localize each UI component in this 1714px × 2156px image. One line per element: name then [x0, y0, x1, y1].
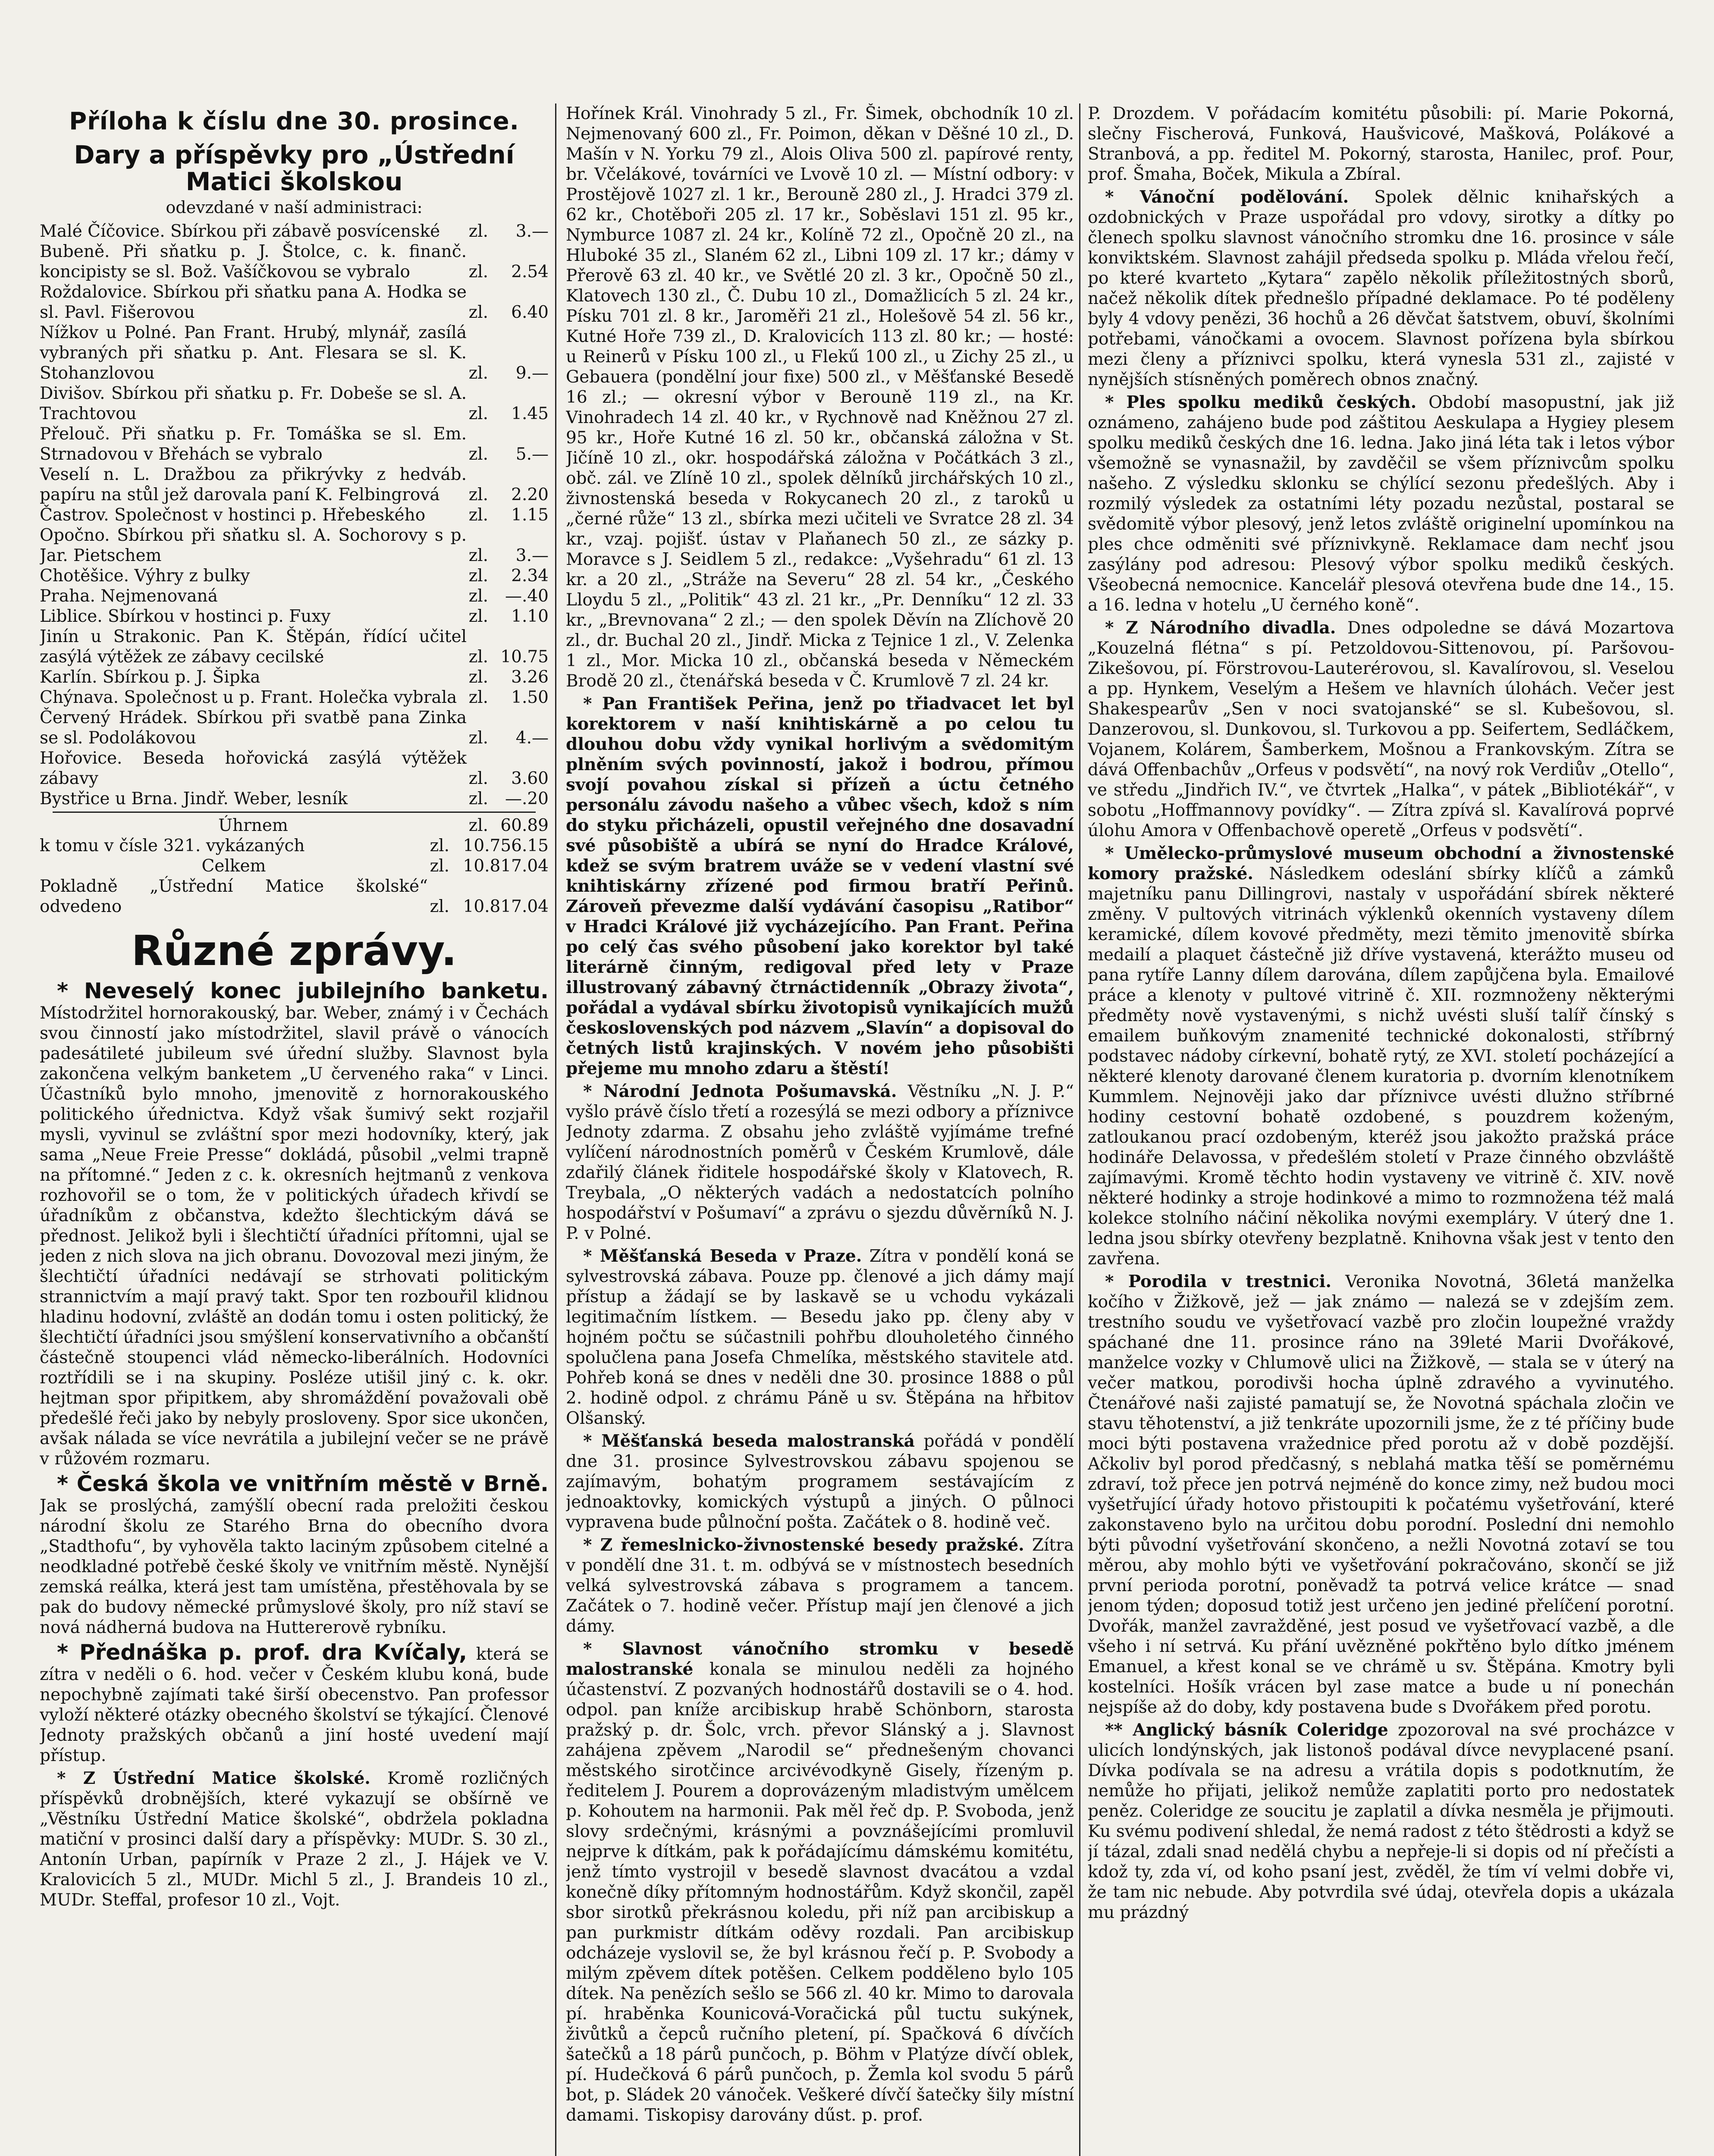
summary-row: Celkem zl. 10.817.04: [201, 856, 549, 876]
article-body: Jak se proslýchá, zamýšlí obecní rada preložiti českou národní školu ze Starého Brna do obecního dvora „Stadthofu“, by vyhověla takto laciným způsobem citelné a neodkladné potřebě české školy ve vnitřním městě. Nynější zemská reálka, která jest tam umístěna, přestěhovala by se pak do budovy německé průmyslové školy, pro níž staví se nová nádherná budova na Huttererově rybníku.: [40, 1496, 549, 1637]
article: [566, 1081, 1074, 1244]
summary-row: Pokladně „Ústřední Matice školské“ odvedeno zl. 10.817.04: [40, 877, 549, 916]
donation-row: Jinín u Strakonic. Pan K. Štěpán, řídící učitel zasýlá výtěžek ze zábavy cecilské zl. 10.75: [40, 627, 549, 667]
article-headline: * Přednáška p. prof. dra Kvíčaly,: [57, 1640, 467, 1665]
donation-row: Roždalovice. Sbírkou při sňatku pana A. Hodka se sl. Pavl. Fišerovou zl. 6.40: [40, 282, 549, 322]
article: [566, 694, 1074, 1079]
donation-summary: [40, 815, 549, 917]
article: [1088, 1720, 1674, 1923]
article-headline: * Česká škola ve vnitřním městě v Brně.: [57, 1471, 549, 1496]
article: [1088, 103, 1674, 185]
article-body: Veronika Novotná, 36letá manželka kočího v Žižkově, jež — jak známo — nalezá se v zdejším zem. trestního soudu ve vyšetřovací vazbě pro zločin loupežné vraždy spáchané dne 11. prosince ráno na 39leté Marii Dvořákové, manželce vozky v Chlumově ulici na Žižkově, — stala se v úterý na večer matkou, porodivši hocha úplně zdravého a vyvinutého. Čtenářové naši zajisté pamatují se, že Novotná spáchala zločin ve stavu těhotenství, a již tenkráte upozornili jsme, že z té příčiny bude moci býti postavena vražednice před porotu až v době pozdější. Ačkoliv byl porod předčasný, s neblahá matka těší se poměrnému zdraví, tož přece jen potrvá nejméně do konce zimy, než budou moci vyšetřující úřady hotovo přistoupiti k počatému vyšetřování, které zakonstaveno bylo na určitou dobu porodní. Poslední dni nemohlo býti původní vyšetřování skončeno, a nežli Novotná zotaví se tou měrou, aby mohlo býti ve vyšetřování pokračováno, skončí se již první perioda porotní, poněvadž ta potrvá velice krátce — snad jenom týden; doposud totiž jest určeno jen jediné přelíčení porotní. Dvořák, manžel zavražděné, jest posud ve vyšetřovací vazbě, a dle všeho i ní setrvá. Ku přání uvězněné pokřtěno bylo dítko jménem Emanuel, a křest konal se ve chrámě u sv. Štěpána. Kmotry byli kostelníci. Hošík vrácen byl zase matce a bude u ní ponechán nejspíše až do doby, kdy postavena bude s Dvořákem před porotu.: [1088, 1272, 1674, 1717]
article: [566, 1639, 1074, 2125]
article-headline: * Vánoční podělování.: [1105, 187, 1349, 207]
article-body: Kromě rozličných příspěvků drobnějších, které vykazují se obšírně ve „Věstníku Ústřední Matice školské“, obdržela pokladna matiční v prosinci další dary a příspěvky: MUDr. S. 30 zl., Antonín Urban, papírník v Praze 2 zl., J. Hájek ve V. Kralovicích 5 zl., MUDr. Michl 5 zl., J. Brandeis 10 zl., MUDr. Steffal, profesor 10 zl., Vojt.: [40, 1769, 549, 1910]
section-title: Různé zprávy.: [131, 927, 457, 975]
article-headline: * Národní Jednota Pošumavská.: [583, 1081, 897, 1101]
donation-row: Chotěšice. Výhry z bulky zl. 2.34: [40, 566, 549, 586]
donation-row: Liblice. Sbírkou v hostinci p. Fuxy zl. 1.10: [40, 607, 549, 626]
donation-row: Malé Číčovice. Sbírkou při zábavě posvícenské zl. 3.—: [40, 222, 549, 241]
article-body: zpozoroval na své procházce v ulicích londýnských, jak listonoš podával dívce nevyplacené psaní. Dívka podívala se na adresu a vrátila dopis s podotknutím, že nemůže ho přijati, jelikož nemůže zaplatiti porto pro nedostatek peněz. Coleridge ze soucitu je zaplatil a dívka nesměla je přijmouti. Ku svému podivení shledal, že nemá radost z této štědrosti a když se jí tázal, zdali snad nedělá chybu a nepřeje-li si dopis od ní přečísti a kdož ty, zda ví, od koho psaní jest, zvěděl, že tím ví velmi dobře vi, že tam nic nebude. Aby potvrdila své údaj, otevřela dopis a ukázala mu prázdný: [1088, 1720, 1674, 1922]
summary-row: k tomu v čísle 321. vykázaných zl. 10.756.15: [40, 836, 549, 856]
article-body: Místodržitel hornorakouský, bar. Weber, známý i v Čechách svou činností jako místodržitel, slavil právě o vánocích padesátileté jubileum své úřední služby. Slavnost byla zakončena velkým banketem „U červeného raka“ v Linci. Účastníků bylo mnoho, jmenovitě z hornorakouského politického úřednictva. Když však šumivý sekt rozjařil mysli, vyvinul se zvláštní spor mezi hodovníky, který, jak sama „Neue Freie Presse“ dokládá, působil „velmi trapně na přítomné.“ Jeden z c. k. okresních hejtmanů z venkova rozhovořil se o tom, že v politických úřadech křivdí se úřadníkům z občanstva, kdežto šlechtickým dává se přednost. Jelikož byli i šlechtičtí úřadníci přítomni, ujal se jeden z nich slova na jich obranu. Dovozoval mezi jiným, že šlechtičtí úřadníci nedávají se strhovati politickým strannictvím a mají pravý takt. Spor ten rozbouřil klidnou hladinu hodovní, zvláště an dodán tomu i osten politický, že šlechtičtí úřadníci jsou smýšlení konservativního a občanští částečně stoupenci vlád německo-liberálních. Hodovníci roztřídili se i na skupiny. Posléze utišil jiný c. k. okr. hejtman spor připitkem, aby shromáždění považovali obě předešlé řeči jako by nebyly prosloveny. Spor sice ukončen, avšak nálada se více nevrátila a jubilejní večer se ne právě v růžovém rozmaru.: [40, 1003, 549, 1469]
article-body: pořádá v pondělí dne 31. prosince Sylvestrovskou zábavu spojenou se zajímavým, bohatým programem sestávajícím z jednoaktovky, komických výstupů a jiných. O půlnoci vypravena bude půlnoční pošta. Začátek o 8. hodině več.: [566, 1432, 1074, 1532]
article-headline: ** Anglický básník Coleridge: [1105, 1720, 1388, 1740]
article-body: P. Drozdem. V pořádacím komitétu působili: pí. Marie Pokorná, slečny Fischerová, Funková, Haušvicové, Mašková, Polákové a Stranbová, a pp. ředitel M. Pokorný, starosta, Hanilec, prof. Pour, prof. Šmaha, Boček, Mikula a Zbíral.: [1088, 104, 1674, 184]
article-headline: * Porodila v trestnici.: [1105, 1272, 1331, 1291]
donation-row: Přelouč. Při sňatku p. Fr. Tomáška se sl. Em. Strnadovou v Břehách se vybralo zl. 5.—: [40, 424, 549, 464]
article: [40, 1472, 549, 1638]
article: [566, 1431, 1074, 1532]
donation-row: Praha. Nejmenovaná zl. —.40: [40, 586, 549, 606]
article-headline: * Z Národního divadla.: [1105, 618, 1336, 638]
article-headline: * Ples spolku mediků českých.: [1105, 392, 1417, 412]
article-headline: * Slavnost vánočního stromku v besedě malostranské: [566, 1639, 1074, 1679]
donations-title: Dary a příspěvky pro „Ústřední Matici školskou: [74, 140, 515, 196]
article-body: konala se minulou neděli za hojného účastenství. Z pozvaných hodnostářů dostavili se o 4. hod. odpol. pan kníže arcibiskup hrabě Schönborn, starosta pražský p. dr. Šolc, vrch. převor Slánský a j. Slavnost zahájena zpěvem „Narodil se“ přednešeným chovanci městského sirotčince arcivévodkyně Gisely, řízeným p. ředitelem J. Pourem a doprovázeným mladistvým umělcem p. Kohoutem na harmonii. Pak měl řeč dp. P. Svoboda, jenž slovy srdečnými, krásnými a povznášejícími promluvil nejprve k dítkám, pak k pořádajícímu dámskému komitétu, jenž tímto vystrojil v besedě slavnost dvacátou a vzdal konečně díky přítomným hodnostářům. Když skončil, zapěl sbor sirotků překrásnou koledu, při níž pan arcibiskup a pan purkmistr dítkám oděvy rozdali. Pan arcibiskup odcházeje vyslovil se, že byl krásnou řečí p. P. Svobody a milým zpěvem dítek potěšen. Celkem podděleno bylo 105 dítek. Na penězích sešlo se 566 zl. 40 kr. Mimo to darovala pí. hraběnka Kounicová-Voračická půl tuctu sukýnek, živůtků a čepců ručního pletení, pí. Spačková 6 dívčích šatečků a 18 párů punčoch, p. Böhm v Platýze dívčí oblek, pí. Hudečková 6 párů punčoch, p. Žemla kol svodu 5 párů bot, p. Sládek 20 vánoček. Veškeré dívčí šatečky šily místní damami. Tiskopisy darovány dűst. p. prof.: [566, 1660, 1074, 2125]
article-body: Spolek dělnic knihařských a ozdobnických v Praze uspořádal pro vdovy, sirotky a dítky po členech spolku slavnost vánočního stromku dne 16. prosince v sále konviktském. Slavnost zahájil předseda spolku p. Mláda vřelou řečí, po které kvarteto „Kytara“ zapělo několik příležitostných sborů, načež několik dítek přednešlo případné deklamace. Po té poděleny byly 4 vdovy penězi, 36 hochů a 26 děvčat šatstvem, obuví, školními potřebami, vánočkami a ovocem. Slavnost pořízena byla sbírkou mezi členy a příznivci spolku, která vynesla 531 zl., zajisté v nynějších stísněných poměrech obnos značný.: [1088, 188, 1674, 389]
article-headline: * Umělecko-průmyslové museum obchodní a živnostenské komory pražské.: [1088, 843, 1674, 884]
article: [566, 1246, 1074, 1429]
donation-row: Divišov. Sbírkou při sňatku p. Fr. Dobeše se sl. A. Trachtovou zl. 1.45: [40, 384, 549, 423]
article: [1088, 187, 1674, 390]
column-divider: [555, 103, 556, 2156]
article: [566, 103, 1074, 691]
donation-row: Chýnava. Společnost u p. Frant. Holečka vybrala zl. 1.50: [40, 688, 549, 707]
donation-row: Karlín. Sbírkou p. J. Šipka zl. 3.26: [40, 667, 549, 687]
column-divider: [1079, 103, 1080, 2156]
column-3: [1088, 103, 1674, 2156]
article-body: Zítra v pondělí koná se sylvestrovská zábava. Pouze pp. členové a jich dámy mají přístup a žádají se by laskavě se u vchodu vykázali legitimačním lístkem. — Besedu jako pp. členy aby v hojném počtu se súčastnili pohřbu dlouholetého činného spolučlena pana Josefa Chmelíka, městského stavitele atd. Pohřeb koná se dnes v neděli dne 30. prosince 1888 o půl 2. hodině odpol. z chrámu Páně u sv. Štěpána na hřbitov Olšanský.: [566, 1247, 1074, 1428]
divider: [53, 812, 536, 813]
donations-subtitle: odevzdané v naší administraci:: [166, 198, 423, 217]
article-body: Zítra v pondělí dne 31. t. m. odbývá se v místnostech besedních velká sylvestrovská zábava s programem a tancem. Začátek o 7. hodině večer. Přístup mají jen členové a jich dámy.: [566, 1536, 1074, 1636]
column-2: [566, 103, 1074, 2156]
article-body: Období masopustní, jak již oznámeno, zahájeno bude pod záštitou Aeskulapa a Hygiey plesem spolku mediků českých dne 16. ledna. Jako jiná léta tak i letos výbor všemožně se vynasnažil, by zavděčil se všem příznivcům spolku našeho. Z výsledku sklonku se chýlící sezonu předešlých. Aby i rozmilý výsledek za ostatními léty pozadu nezůstal, postaral se svědomitě výbor plesový, jenž letos zvláště originelní upomínkou na ples chce odměniti své příznivkyně. Reklamace dam nechť jsou zasýlány pod adresou: Plesový výbor spolku mediků českých. Všeobecná nemocnice. Kancelář plesová otevřena bude dne 14., 15. a 16. ledna v hotelu „U černého koně“.: [1088, 393, 1674, 615]
article: [566, 1535, 1074, 1636]
article: [40, 979, 549, 1469]
article-headline: * Neveselý konec jubilejního banketu.: [57, 978, 549, 1003]
article-body: Hořínek Král. Vinohrady 5 zl., Fr. Šimek, obchodník 10 zl. Nejmenovaný 600 zl., Fr. Poimon, děkan v Děšné 10 zl., D. Mašín v N. Yorku 79 zl., Alois Oliva 500 zl. papírové renty, br. Včelákové, továrníci ve Lvově 10 zl. — Místní odbory: v Prostějově 1027 zl. 1 kr., Berouně 280 zl., J. Hradci 379 zl. 62 kr., Chotěboři 205 zl. 17 kr., Soběslavi 151 zl. 95 kr., Nymburce 1087 zl. 24 kr., Kolíně 72 zl., Opočně 20 zl., na Hluboké 35 zl., Slaném 62 zl., Libni 109 zl. 17 kr.; dámy v Přerově 63 zl. 40 kr., ve Světlé 20 zl. 3 kr., Opočně 50 zl., Klatovech 130 zl., Č. Dubu 10 zl., Domažlicích 5 zl. 24 kr., Písku 701 zl. 8 kr., Jaroměři 21 zl., Holešově 54 zl. 56 kr., Kutné Hoře 739 zl., D. Kralovicích 113 zl. 80 kr.; — hosté: u Reinerů v Písku 100 zl., u Flekű 100 zl., u Zichy 25 zl., u Gebauera (pondělní jour fixe) 500 zl., v Měšťanské Besedě 16 zl.; — okresní výbor v Berouně 119 zl., na Kr. Vinohradech 14 zl. 40 kr., v Rychnově nad Kněžnou 27 zl. 95 kr., Hoře Kutné 16 zl. 50 kr., občanská záložna v St. Jičíně 10 zl., okr. hospodářská záložna v Počátkách 3 zl., obč. zál. ve Zlíně 10 zl., spolek dělníků jirchářských 10 zl., živnostenská beseda v Rokycanech 20 zl., z taroků u „černé růže“ 13 zl., sbírka mezi učiteli ve Svratce 28 zl. 34 kr., vzaj. pojišť. ústav v Plaňanech 50 zl., ze sázky p. Moravce s J. Seidlem 5 zl., redakce: „Vyšehradu“ 61 zl. 13 kr. a 20 zl., „Stráže na Severu“ 28 zl. 54 kr., „Českého Lloydu 5 zl., „Politik“ 43 zl. 21 kr., „Pr. Denníku“ 12 zl. 33 kr., „Brevnovana“ 2 zl.; — den spolek Děvín na Zlíchově 20 zl., dr. Buchal 20 zl., Jindř. Micka z Tejnice 1 zl., V. Zelenka 1 zl., Mor. Micka 10 zl., občanská beseda v Německém Brodě 20 zl., čtenářská beseda v Č. Krumlově 7 zl. 24 kr.: [566, 104, 1074, 691]
article-body: jenž po třiadvacet let byl korektorem v naší knihtiskárně a po celou tu dlouhou dobu vždy vynikal horlivým a svědomitým plněním svých povinností, jakož i bodrou, přímou svojí povahou získal si přízeň a úctu četného personálu závodu našeho a vůbec všech, kdož s ním do styku přicházeli, opustil veřejného dne dosavadní své působiště a ubírá se nyní do Hradce Králové, kdež se svým bratrem uváže se v vedení vlastní své knihtiskárny zřízené pod firmou bratří Peřinů. Zároveň převezme další vydávání časopisu „Ratibor“ v Hradci Králové již vycházejícího. Pan Frant. Peřina po celý čas svého působení jako korektor byl také literárně činným, redigoval před lety v Praze illustrovaný zábavný čtrnáctidenník „Obrazy života“, pořádal a vydával sbírku životopisů vynikajících mužů československých pod názvem „Slavín“ a dopisoval do četných listů krajinských. V novém jeho působišti přejeme mu mnoho zdaru a štěstí!: [566, 694, 1074, 1078]
donation-list: [40, 221, 549, 809]
article: [40, 1640, 549, 1766]
article-body: Dnes odpoledne se dává Mozartova „Kouzelná flétna“ s pí. Petzoldovou-Sittenovou, pí. Paršovou-Zikešovou, pí. Förstrovou-Lauterérovou, sl. Kavalírovou, sl. Veselou a pp. Hynkem, Veselým a Hešem ve hlavních úlohách. Večer jest Shakespearův „Sen v noci svatojanské“ se sl. Kubešovou, sl. Danzerovou, sl. Dunkovou, sl. Turkovou a pp. Seifertem, Sedláčkem, Vojanem, Kolárem, Šamberkem, Mošnou a Frankovským. Zítra se dává Offenbachův „Orfeus v podsvětí“, na nový rok Verdiův „Otello“, ve středu „Jindřich IV.“, ve čtvrtek „Halka“, v pátek „Bibliotékář“, v sobotu „Hoffmannovy povídky“. — Zítra zpívá sl. Kavalírová poprvé úlohu Amora v Offenbachově operetě „Orfeus v podsvětí“.: [1088, 618, 1674, 840]
column-1: [40, 103, 549, 2156]
article-headline: * Z řemeslnicko-živnostenské besedy pražské.: [583, 1535, 1024, 1555]
donation-row: Častrov. Společnost v hostinci p. Hřebeského zl. 1.15: [40, 505, 549, 525]
article-body: Následkem odeslání sbírky klíčů a zámků majetníku panu Dillingrovi, nastaly v uspořádání sbírek některé změny. V pultových vitrinách výklenků okenních vystaveny dílem keramické, dílem kovové předměty, mezi těmito jmenovitě sbírka medailí a plaquet částečně již dříve vystavená, kterážto museu od pana rytíře Lanny dílem darována, dílem zapůjčena byla. Emailové práce a klenoty v pultové vitrině č. XII. rozmnoženy některými předměty nově vystavenými, s nichž uvésti sluší talíř čínský s emailem buňkovým znamenité technické dokonalosti, stříbrný podstavec nádoby církevní, bohatě rytý, ze XVI. století pocházející a některé klenoty darované členem kuratoria p. dvorním klenotníkem Kummlem. Nejnověji jako dar příznivce uvésti dlužno stříbrné hodiny cestovní bohatě ozdobené, s pouzdrem koženým, zatloukanou prací ozdobeným, kteréž jsou jakožto pražská práce hodináře Delavossa, v předešlém století v Praze činného obzvláště zajímavými. Kromě těchto hodin vystaveny ve vitrině č. XIV. nově některé hodinky a stroje hodinkové a mimo to rozmnožena též malá kolekce stolního náčiní několika novými exempláry. V úterý dne 1. ledna jsou sbírky otevřeny bezplatně. Knihovna však jest v tento den zavřena.: [1088, 864, 1674, 1269]
article: [1088, 618, 1674, 841]
donation-row: Veselí n. L. Dražbou za přikrývky z hedváb. papíru na stůl jež darovala paní K. Felbingrová zl. 2.20: [40, 465, 549, 505]
donation-row: Hořovice. Beseda hořovická zasýlá výtěžek zábavy zl. 3.60: [40, 749, 549, 788]
donation-row: Opočno. Sbírkou při sňatku sl. A. Sochorovy s p. Jar. Pietschem zl. 3.—: [40, 526, 549, 565]
article-body: která se zítra v neděli o 6. hod. večer v Českém klubu koná, bude nepochybně zajímati také širší obecenstvo. Pan professor vyloží některé otázky obecného školství se týkající. Členové Jednoty pražských občanů a jiní hosté uvedení mají přístup.: [40, 1645, 549, 1765]
article: [1088, 1272, 1674, 1717]
article-headline: * Měšťanská Beseda v Praze.: [583, 1246, 862, 1266]
article: [1088, 392, 1674, 615]
donation-row: Bubeně. Při sňatku p. J. Štolce, c. k. finanč. koncipisty se sl. Bož. Vašíčkovou se vybralo zl. 2.54: [40, 242, 549, 282]
donation-row: Červený Hrádek. Sbírkou při svatbě pana Zinka se sl. Podolákovou zl. 4.—: [40, 708, 549, 748]
donation-row: Nížkov u Polné. Pan Frant. Hrubý, mlynář, zasílá vybraných při sňatku p. Ant. Flesara se sl. K. Stohanzlovou zl. 9.—: [40, 323, 549, 383]
article-headline: * Pan František Peřina,: [583, 694, 815, 714]
article-body: Věstníku „N. J. P.“ vyšlo právě číslo třetí a rozesýlá se mezi odbory a příznivce Jednoty zdarma. Z obsahu jeho zvláště vyjímáme trefné vylíčení národnostních poměrů v Českém Krumlově, dále zdařilý článek řiditele hospodářské školy v Klatovech, R. Treybala, „O některých vadách a nedostatcích polního hospodářství v Pošumaví“ a zprávu o sjezdu důvěrníků N. J. P. v Polné.: [566, 1082, 1074, 1243]
article-headline: * Měšťanská beseda malostranská: [583, 1431, 915, 1451]
supplement-masthead: Příloha k číslu dne 30. prosince.: [69, 107, 519, 135]
summary-row: Úhrnem zl. 60.89: [218, 816, 549, 835]
donation-row: Bystřice u Brna. Jindř. Weber, lesník zl. —.20: [40, 789, 549, 808]
article-headline: * Z Ústřední Matice školské.: [57, 1768, 370, 1788]
article: [40, 1768, 549, 1910]
article: [1088, 843, 1674, 1269]
